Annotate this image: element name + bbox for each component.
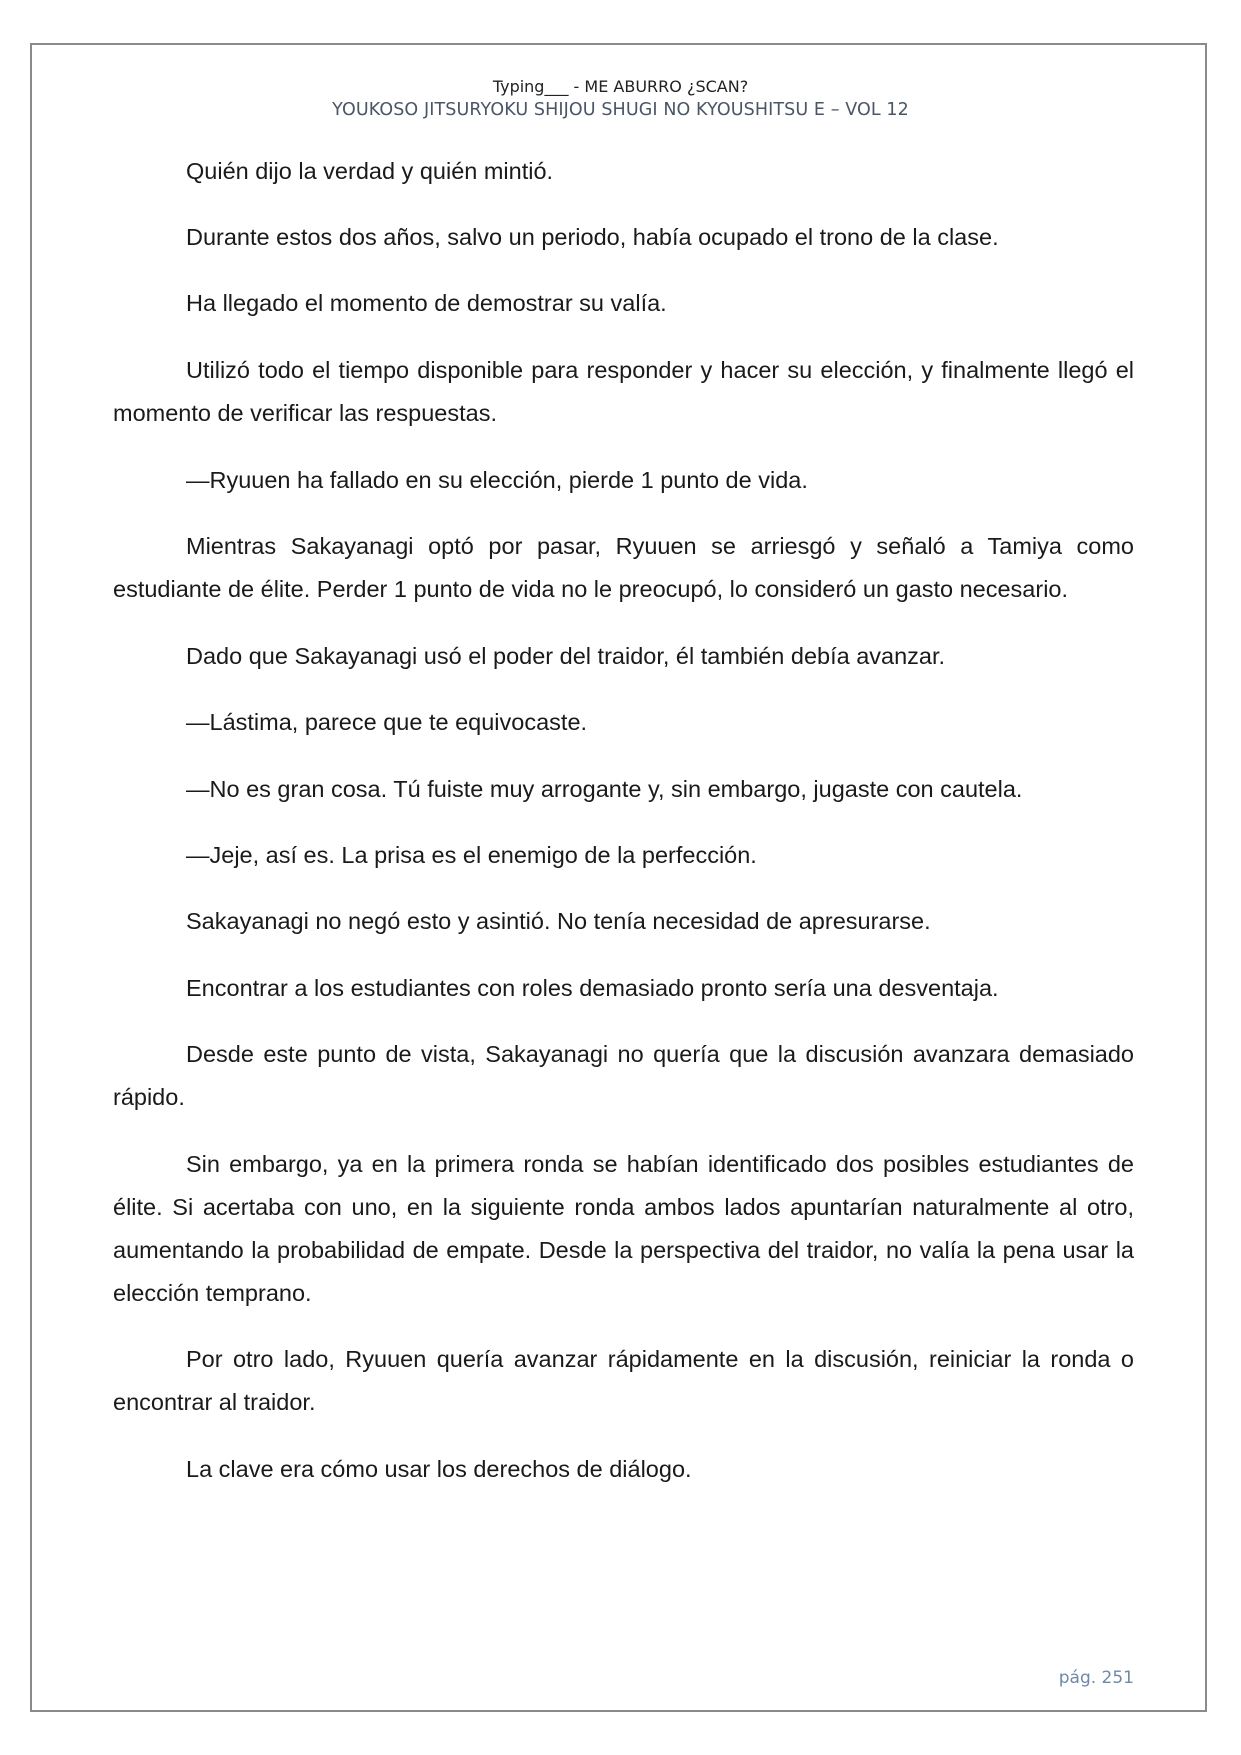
paragraph: Desde este punto de vista, Sakayanagi no quería que la discusión avanzara demasiado rápido. — [113, 1041, 1134, 1110]
paragraph: Dado que Sakayanagi usó el poder del traidor, él también debía avanzar. — [186, 643, 946, 669]
paragraph: Quién dijo la verdad y quién mintió. — [186, 158, 554, 184]
page-header — [0, 76, 1241, 122]
paragraph: —Lástima, parece que te equivocaste. — [186, 709, 588, 735]
paragraph: La clave era cómo usar los derechos de diálogo. — [186, 1456, 692, 1482]
paragraph: Sakayanagi no negó esto y asintió. No tenía necesidad de apresurarse. — [186, 908, 931, 934]
header-book-title: YOUKOSO JITSURYOKU SHIJOU SHUGI NO KYOUSHITSU E – VOL 12 — [332, 100, 909, 120]
paragraph: Encontrar a los estudiantes con roles demasiado pronto sería una desventaja. — [186, 975, 999, 1001]
paragraph: Sin embargo, ya en la primera ronda se habían identificado dos posibles estudiantes de élite. Si acertaba con uno, en la siguiente ronda ambos lados apuntarían naturalmente al otro, aumentando la probabilidad de empate. Desde la perspectiva del traidor, no valía la pena usar la elección temprano. — [113, 1151, 1134, 1306]
body-text — [113, 150, 1134, 1491]
header-credit: Typing___ - ME ABURRO ¿SCAN? — [492, 77, 749, 96]
paragraph: Utilizó todo el tiempo disponible para responder y hacer su elección, y finalmente llegó el momento de verificar las respuestas. — [113, 357, 1134, 426]
paragraph: Ha llegado el momento de demostrar su valía. — [186, 290, 667, 316]
paragraph: —Jeje, así es. La prisa es el enemigo de la perfección. — [186, 842, 757, 868]
paragraph: Durante estos dos años, salvo un periodo, había ocupado el trono de la clase. — [186, 224, 999, 250]
page-number: pág. 251 — [1058, 1668, 1134, 1688]
paragraph: —Ryuuen ha fallado en su elección, pierde 1 punto de vida. — [186, 467, 808, 493]
paragraph: —No es gran cosa. Tú fuiste muy arrogante y, sin embargo, jugaste con cautela. — [186, 776, 1023, 802]
paragraph: Por otro lado, Ryuuen quería avanzar rápidamente en la discusión, reiniciar la ronda o encontrar al traidor. — [113, 1346, 1134, 1415]
paragraph: Mientras Sakayanagi optó por pasar, Ryuuen se arriesgó y señaló a Tamiya como estudiante de élite. Perder 1 punto de vida no le preocupó, lo consideró un gasto necesario. — [113, 533, 1134, 602]
